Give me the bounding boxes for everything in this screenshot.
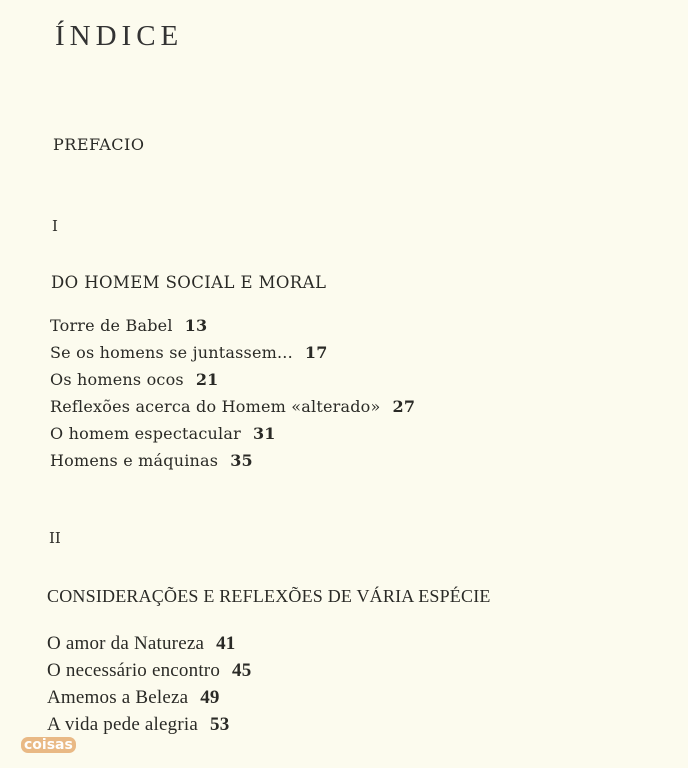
entry-title: A vida pede alegria (47, 714, 198, 735)
toc-entry (50, 393, 415, 420)
toc-entry (47, 630, 251, 657)
toc-entry (50, 366, 415, 393)
entry-page: 53 (210, 714, 230, 735)
entry-page: 27 (392, 397, 416, 416)
entry-page: 41 (216, 633, 236, 654)
part-1-entries (50, 312, 415, 474)
entry-page: 21 (195, 370, 219, 389)
entry-title: Se os homens se juntassem... (50, 343, 293, 362)
entry-title: O necessário encontro (47, 660, 221, 681)
watermark-logo: coisas (21, 737, 76, 753)
entry-title: Reflexões acerca do Homem «alterado» (50, 397, 381, 416)
entry-title: O amor da Natureza (47, 633, 205, 654)
part-2-numeral: II (49, 529, 61, 547)
entry-page: 13 (184, 316, 208, 335)
entry-title: Os homens ocos (50, 370, 184, 389)
toc-entry (50, 312, 415, 339)
toc-entry (47, 711, 251, 738)
toc-entry (50, 339, 415, 366)
entry-title: Amemos a Beleza (47, 687, 189, 708)
part-2-entries (47, 630, 251, 738)
toc-entry (50, 420, 415, 447)
page-title: ÍNDICE (55, 20, 184, 52)
entry-page: 35 (230, 451, 253, 470)
entry-page: 31 (252, 424, 276, 443)
preface-heading: PREFACIO (53, 135, 145, 154)
entry-title: O homem espectacular (50, 424, 241, 443)
entry-page: 49 (200, 687, 220, 708)
entry-page: 17 (304, 343, 328, 362)
entry-page: 45 (232, 660, 252, 681)
toc-entry (50, 447, 415, 474)
part-2-heading: CONSIDERAÇÕES E REFLEXÕES DE VÁRIA ESPÉCIE (47, 586, 491, 606)
entry-title: Homens e máquinas (50, 451, 219, 470)
part-1-heading: DO HOMEM SOCIAL E MORAL (51, 273, 327, 292)
toc-entry (47, 684, 251, 711)
toc-entry (47, 657, 251, 684)
part-1-numeral: I (52, 217, 58, 235)
entry-title: Torre de Babel (50, 316, 173, 335)
